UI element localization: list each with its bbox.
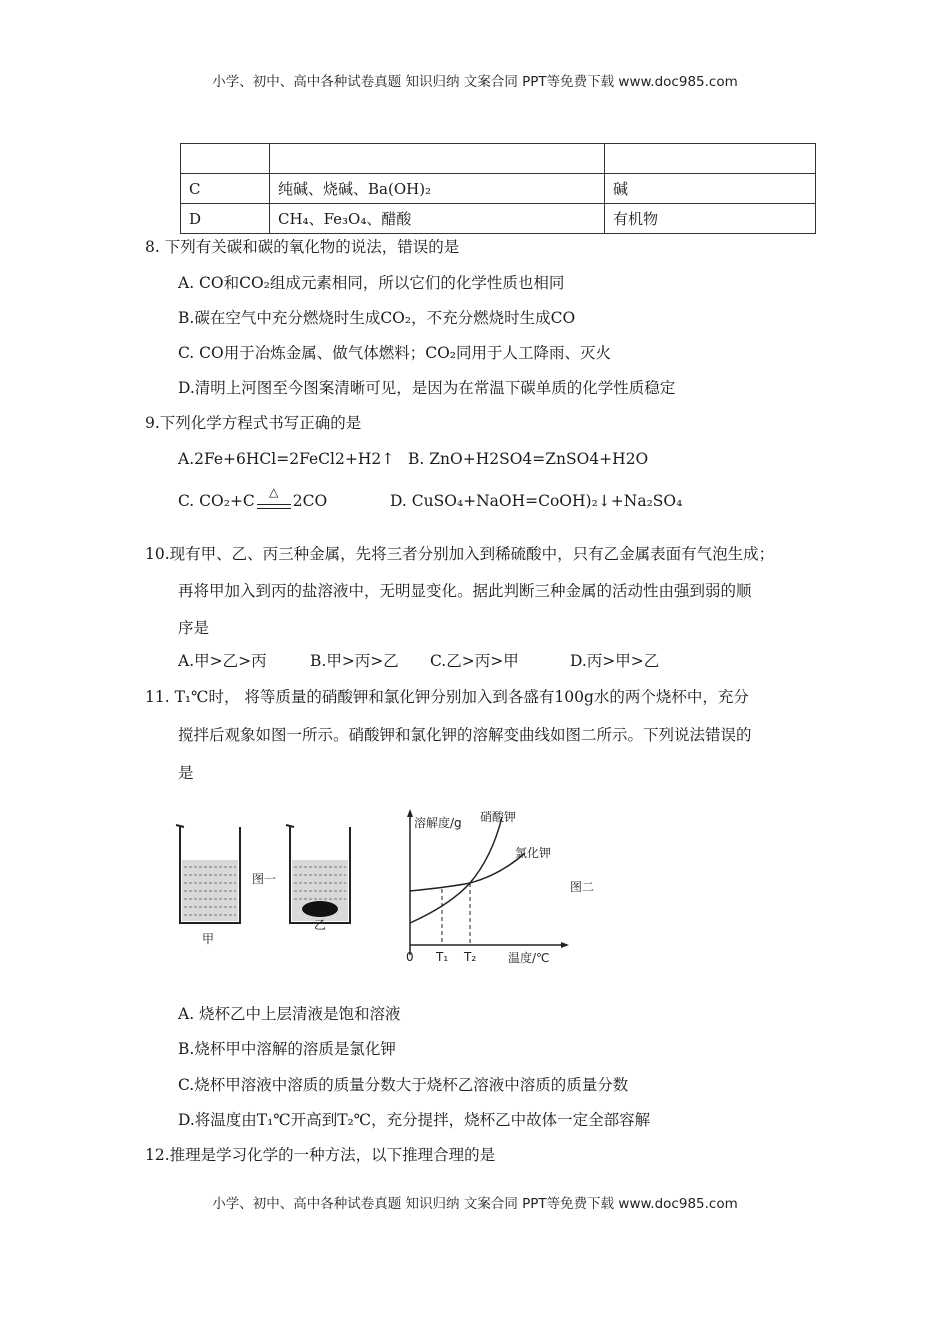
question-8-option-d: D.清明上河图至今图案清晰可见，是因为在常温下碳单质的化学性质稳定 (178, 379, 676, 397)
question-11-line-2: 搅拌后观象如图一所示。硝酸钾和氯化钾的溶解变曲线如图二所示。下列说法错误的 (178, 726, 752, 744)
question-10-option-d: D.丙>甲>乙 (570, 652, 660, 670)
table-cell: C (181, 174, 270, 204)
t2-label: T₂ (464, 950, 477, 964)
question-11-option-d: D.将温度由T₁℃开高到T₂℃，充分提拌，烧杯乙中故体一定全部容解 (178, 1111, 651, 1129)
question-9-option-b: B. ZnO+H2SO4=ZnSO4+H2O (408, 450, 649, 468)
question-11-option-c: C.烧杯甲溶液中溶质的质量分数大于烧杯乙溶液中溶质的质量分数 (178, 1076, 629, 1094)
curve-label-kno3: 硝酸钾 (480, 810, 517, 824)
table-cell (181, 144, 270, 174)
figure-1-label: 图一 (252, 872, 277, 886)
heat-triangle-icon: △ (269, 485, 279, 499)
beaker-jia-label: 甲 (202, 932, 215, 946)
question-11-option-b: B.烧杯甲中溶解的溶质是氯化钾 (178, 1040, 396, 1058)
question-9-stem: 9.下列化学方程式书写正确的是 (145, 414, 362, 432)
question-9-option-c (178, 485, 328, 513)
curve-label-kcl: 氯化钾 (515, 846, 552, 860)
table-cell (605, 144, 816, 174)
table-cell: 有机物 (605, 204, 816, 234)
page-header: 小学、初中、高中各种试卷真题 知识归纳 文案合同 PPT等免费下载 www.doc985.com (212, 74, 738, 90)
table-row (181, 144, 816, 174)
question-9-option-a: A.2Fe+6HCl=2FeCl2+H2↑ (178, 450, 395, 468)
question-10-option-c: C.乙>丙>甲 (430, 652, 519, 670)
question-9-option-d: D. CuSO₄+NaOH=CoOH)₂↓+Na₂SO₄ (390, 492, 683, 510)
question-11-option-a: A. 烧杯乙中上层清液是饱和溶液 (178, 1005, 401, 1023)
equation-left: C. CO₂+C (178, 492, 255, 510)
question-10-line-1: 10.现有甲、乙、丙三种金属，先将三者分别加入到稀硫酸中，只有乙金属表面有气泡生成； (145, 545, 775, 563)
question-8-option-b: B.碳在空气中充分燃烧时生成CO₂，不充分燃烧时生成CO (178, 309, 576, 327)
question-10-line-2: 再将甲加入到丙的盐溶液中，无明显变化。据此判断三种金属的活动性由强到弱的顺 (178, 582, 752, 600)
question-10-option-b: B.甲>丙>乙 (310, 652, 399, 670)
table-row (181, 174, 816, 204)
table-cell: 碱 (605, 174, 816, 204)
solubility-chart (407, 809, 569, 955)
figure-2-label: 图二 (570, 880, 595, 894)
table-row (181, 204, 816, 234)
question-8-option-c: C. CO用于冶炼金属、做气体燃料；CO₂同用于人工降雨、灭火 (178, 344, 612, 362)
equation-right: 2CO (292, 492, 328, 510)
x-axis-label: 温度/℃ (508, 951, 550, 965)
origin-label: 0 (406, 950, 414, 964)
beaker-yi (286, 825, 350, 923)
table-cell: D (181, 204, 270, 234)
question-11-line-1: 11. T₁℃时， 将等质量的硝酸钾和氯化钾分别加入到各盛有100g水的两个烧杯中，充分 (145, 688, 749, 706)
t1-label: T₁ (436, 950, 449, 964)
potassium-nitrate-curve (410, 817, 502, 923)
table-cell: 纯碱、烧碱、Ba(OH)₂ (270, 174, 605, 204)
heat-condition-mark (255, 485, 293, 513)
table-cell (270, 144, 605, 174)
y-axis-label: 溶解度/g (414, 816, 462, 830)
table-cell: CH₄、Fe₃O₄、醋酸 (270, 204, 605, 234)
question-8-stem: 8. 下列有关碳和碳的氧化物的说法，错误的是 (145, 238, 460, 256)
question-12-stem: 12.推理是学习化学的一种方法，以下推理合理的是 (145, 1146, 496, 1164)
page-footer: 小学、初中、高中各种试卷真题 知识归纳 文案合同 PPT等免费下载 www.doc985.com (212, 1196, 738, 1212)
question-11-figure (170, 805, 630, 975)
question-10-option-a: A.甲>乙>丙 (178, 652, 267, 670)
beaker-yi-label: 乙 (314, 918, 327, 932)
classification-table (180, 143, 816, 234)
question-8-option-a: A. CO和CO₂组成元素相同，所以它们的化学性质也相同 (178, 274, 565, 292)
beaker-jia (176, 825, 240, 923)
question-11-line-3: 是 (178, 764, 194, 782)
question-10-line-3: 序是 (178, 619, 210, 637)
